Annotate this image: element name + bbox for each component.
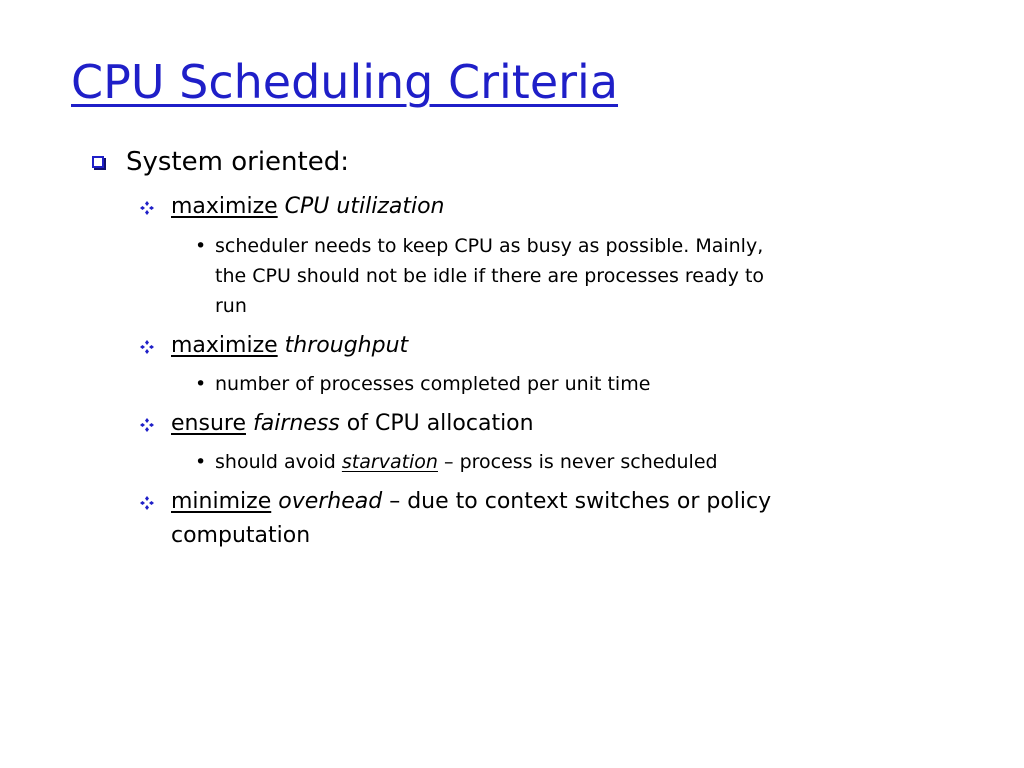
four-diamonds-icon [140,496,154,510]
criterion-term: CPU utilization [284,194,445,219]
slide-title: CPU Scheduling Criteria [71,55,619,109]
criterion-term: fairness [252,411,340,436]
four-diamonds-icon [140,340,154,354]
four-diamonds-icon [140,201,154,215]
criterion-throughput [171,330,408,362]
bullet-dot-icon: • [195,373,207,395]
four-diamonds-icon [140,418,154,432]
detail-term: starvation [341,451,438,473]
criterion-overhead [171,486,771,518]
detail-prefix: should avoid [215,451,336,473]
criterion-rest: – due to context switches or policy [389,489,772,514]
criterion-verb: ensure [171,411,246,436]
criterion-verb: maximize [171,333,278,358]
section-heading: System oriented: [126,147,349,177]
criterion-term: throughput [284,333,409,358]
criterion-fairness [171,408,534,440]
detail-line: scheduler needs to keep CPU as busy as possible. Mainly, [215,235,764,257]
criterion-cpu-utilization [171,191,444,223]
criterion-rest-line2: computation [171,523,311,548]
bullet-dot-icon: • [195,451,207,473]
hollow-square-icon [92,156,104,168]
detail-line: number of processes completed per unit time [215,373,651,395]
detail-line: the CPU should not be idle if there are processes ready to [215,265,765,287]
detail-line [215,447,718,477]
criterion-rest: of CPU allocation [346,411,534,436]
bullet-dot-icon: • [195,235,207,257]
criterion-verb: minimize [171,489,272,514]
criterion-term: overhead [278,489,383,514]
criterion-verb: maximize [171,194,278,219]
detail-line: run [215,295,247,317]
detail-suffix: – process is never scheduled [444,451,718,473]
